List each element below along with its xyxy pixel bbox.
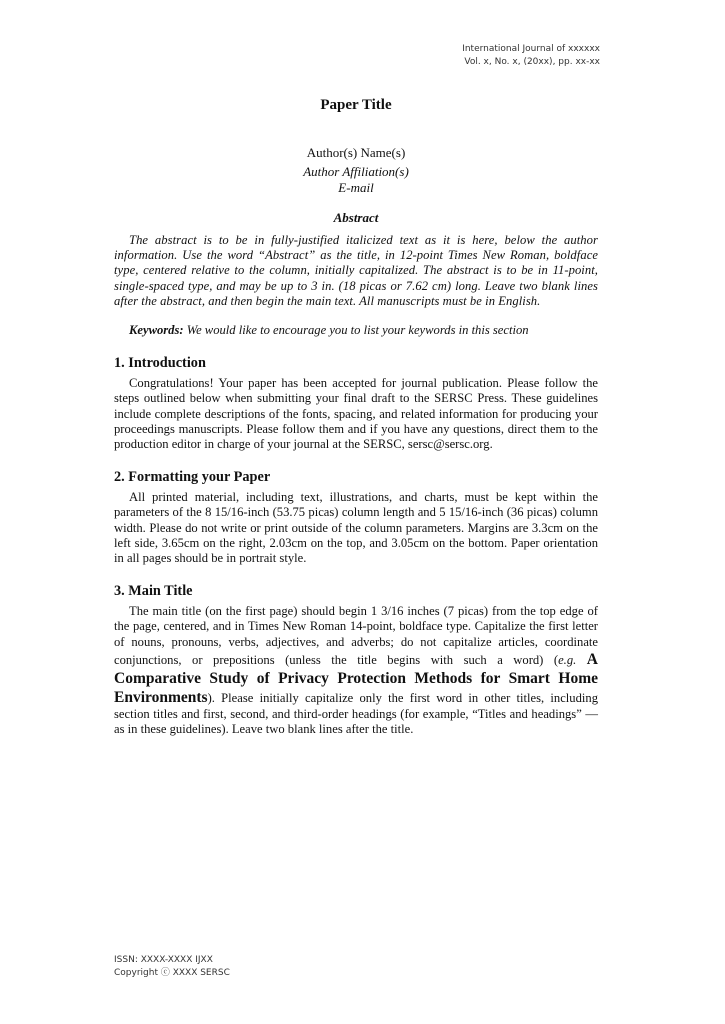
- author-affiliation: Author Affiliation(s): [303, 164, 409, 179]
- volume-info: Vol. x, No. x, (20xx), pp. xx-xx: [464, 57, 600, 67]
- section-text-introduction: Congratulations! Your paper has been accepted for journal publication. Please follow the steps outlined below when submitting your final draft to the SERSC Press. These guidelines include complete descriptions of the fonts, spacing, and related information for producing your proceedings manuscripts. Please follow them and if you have any questions, direct them to the production editor in charge of your journal at the SERSC, sersc@sersc.org.: [114, 376, 598, 452]
- main-title-text-before: The main title (on the first page) should begin 1 3/16 inches (7 picas) from the top edge of the page, centered, and in Times New Roman 14-point, boldface type. Capitalize the first letter of nouns, pronouns, verbs, adjectives, and adverbs; do not capitalize articles, coordinate conjunctions, or prepositions (unless the title begins with such a word) (: [114, 604, 598, 667]
- paper-body: [114, 95, 598, 737]
- section-heading-introduction: 1. Introduction: [114, 355, 206, 372]
- issn: ISSN: XXXX-XXXX IJXX: [114, 955, 213, 965]
- keywords-label: Keywords:: [129, 323, 184, 338]
- copyright: Copyright ⓒ XXXX SERSC: [114, 968, 230, 978]
- author-email: E-mail: [338, 180, 374, 195]
- author-names: Author(s) Name(s): [306, 145, 406, 160]
- keywords-text: We would like to encourage you to list your keywords in this section: [186, 323, 529, 338]
- journal-name: International Journal of xxxxxx: [462, 44, 600, 54]
- section-text-formatting: All printed material, including text, illustrations, and charts, must be kept within the parameters of the 8 15/16-inch (53.75 picas) column length and 5 15/16-inch (36 picas) column width. Please do not write or print outside of the column parameters. Margins are 3.3cm on the left side, 3.65cm on the right, 2.03cm on the top, and 3.05cm on the bottom. Paper orientation in all pages should be in portrait style.: [114, 490, 598, 566]
- section-text-main-title: [114, 604, 598, 737]
- main-title-text-after: ). Please initially capitalize only the first word in other titles, including section titles and first, second, and third-order headings (for example, “Titles and headings” — as in these guidelines). Leave two blank lines after the title.: [114, 690, 598, 737]
- example-title: A Comparative Study of Privacy Protection Methods for Smart Home Environments: [114, 650, 598, 706]
- running-header: [462, 43, 600, 69]
- section-heading-main-title: 3. Main Title: [114, 583, 193, 600]
- section-heading-formatting: 2. Formatting your Paper: [114, 469, 271, 486]
- paper-title: Paper Title: [320, 97, 392, 113]
- page-footer: [114, 954, 230, 980]
- eg-abbrev: e.g.: [558, 652, 577, 667]
- keywords: [114, 323, 598, 338]
- abstract-heading: Abstract: [333, 210, 379, 225]
- abstract-text: The abstract is to be in fully-justified italicized text as it is here, below the author information. Use the word “Abstract” as the title, in 12-point Times New Roman, boldface type, centered relative to the column, initially capitalized. The abstract is to be in 11-point, single-spaced type, and may be up to 3 in. (18 picas or 7.62 cm) long. Leave two blank lines after the abstract, and then begin the main text. All manuscripts must be in English.: [114, 233, 598, 308]
